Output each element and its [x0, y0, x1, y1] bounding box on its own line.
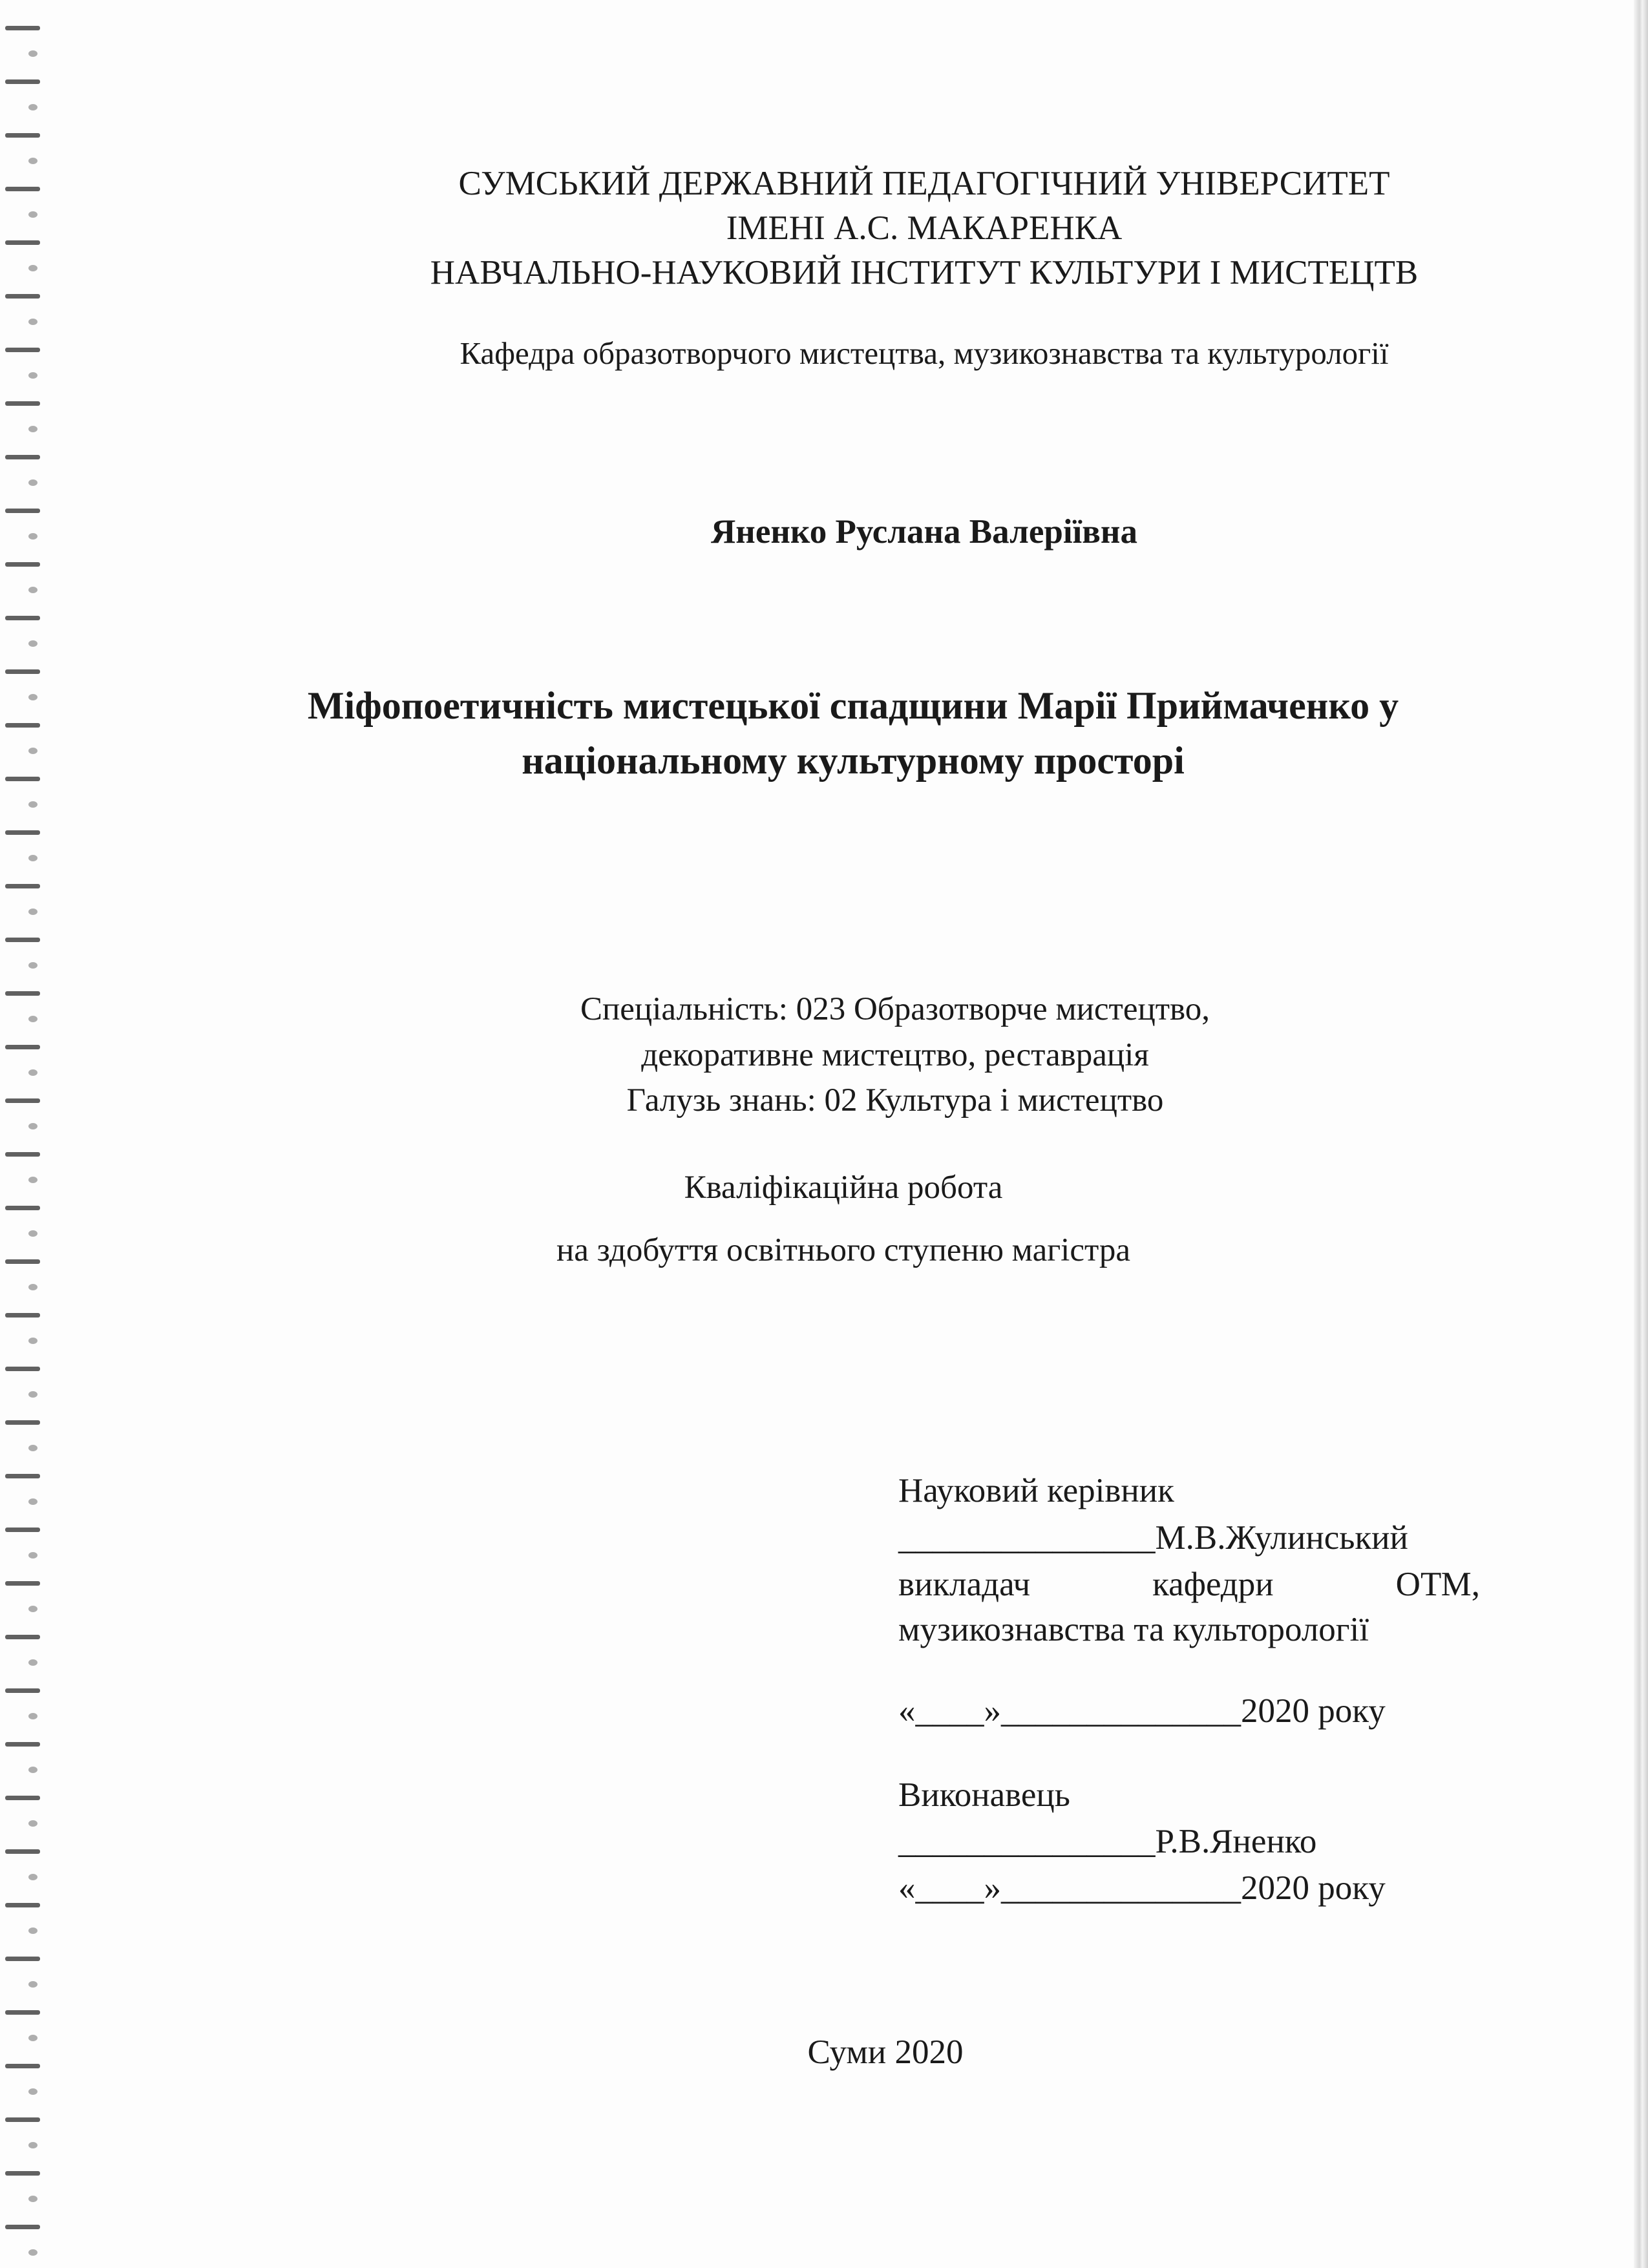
department-name: Кафедра образотворчого мистецтва, музикознавства та культурології [460, 335, 1389, 371]
binding-hole [28, 908, 37, 915]
supervisor-label: Науковий керівник [898, 1472, 1174, 1509]
binding-ring [5, 2171, 40, 2176]
executor-signature-line: _______________Р.В.Яненко [898, 1823, 1317, 1860]
binding-hole [28, 479, 37, 486]
thesis-title-line2: національному культурному просторі [522, 739, 1185, 782]
binding-ring [5, 2225, 40, 2229]
binding-ring [5, 1635, 40, 1639]
binding-hole [28, 1338, 37, 1344]
position-word-department: кафедри [1152, 1566, 1274, 1603]
binding-ring [5, 1957, 40, 1961]
binding-hole [28, 2088, 37, 2095]
binding-hole [28, 587, 37, 593]
executor-label: Виконавець [898, 1776, 1070, 1814]
binding-hole [28, 1498, 37, 1505]
binding-hole [28, 104, 37, 110]
binding-hole [28, 1284, 37, 1290]
binding-ring [5, 938, 40, 942]
binding-hole [28, 372, 37, 379]
supervisor-date-line: «____»______________2020 року [898, 1692, 1386, 1730]
binding-hole [28, 2249, 37, 2256]
binding-ring [5, 562, 40, 567]
binding-hole [28, 1606, 37, 1612]
binding-hole [28, 1445, 37, 1451]
institute-name: НАВЧАЛЬНО-НАУКОВИЙ ІНСТИТУТ КУЛЬТУРИ І МИСТЕЦТВ [430, 254, 1419, 291]
binding-hole [28, 1820, 37, 1827]
binding-hole [28, 1713, 37, 1719]
city-year: Суми 2020 [807, 2033, 964, 2071]
binding-ring [5, 669, 40, 674]
binding-ring [5, 2010, 40, 2015]
binding-hole [28, 1874, 37, 1880]
binding-ring [5, 79, 40, 84]
executor-date-line: «____»______________2020 року [898, 1869, 1386, 1907]
binding-ring [5, 1313, 40, 1318]
binding-ring [5, 1742, 40, 1747]
binding-hole [28, 2196, 37, 2202]
specialty-line1: Спеціальність: 023 Образотворче мистецтво, [580, 991, 1210, 1027]
binding-ring [5, 1420, 40, 1425]
binding-ring [5, 294, 40, 299]
binding-ring [5, 401, 40, 406]
university-name-line1: СУМСЬКИЙ ДЕРЖАВНИЙ ПЕДАГОГІЧНИЙ УНІВЕРСИТЕТ [458, 165, 1390, 202]
binding-ring [5, 884, 40, 888]
binding-hole [28, 640, 37, 647]
binding-ring [5, 830, 40, 835]
binding-hole [28, 1981, 37, 1988]
work-type: Кваліфікаційна робота [684, 1170, 1003, 1206]
binding-hole [28, 158, 37, 164]
binding-ring [5, 1903, 40, 1907]
binding-ring [5, 1528, 40, 1532]
binding-ring [5, 26, 40, 30]
binding-ring [5, 133, 40, 138]
binding-ring [5, 1206, 40, 1210]
university-name-line2: ІМЕНІ А.С. МАКАРЕНКА [726, 209, 1123, 247]
binding-ring [5, 1581, 40, 1586]
supervisor-position-line1 [898, 1565, 1480, 1604]
binding-ring [5, 1474, 40, 1478]
binding-hole [28, 1391, 37, 1398]
binding-hole [28, 801, 37, 808]
binding-hole [28, 855, 37, 861]
binding-hole [28, 50, 37, 57]
binding-hole [28, 1767, 37, 1773]
binding-ring [5, 616, 40, 620]
degree-purpose: на здобуття освітнього ступеню магістра [556, 1232, 1131, 1268]
binding-hole [28, 319, 37, 325]
position-word-otm: ОТМ, [1395, 1566, 1480, 1603]
thesis-title-line1: Міфопоетичність мистецької спадщини Марії Приймаченко у [307, 684, 1399, 727]
position-word-lecturer: викладач [898, 1566, 1031, 1603]
field-of-knowledge: Галузь знань: 02 Культура і мистецтво [626, 1082, 1164, 1118]
binding-ring [5, 455, 40, 459]
binding-ring [5, 1796, 40, 1800]
binding-ring [5, 1367, 40, 1371]
binding-ring [5, 509, 40, 513]
supervisor-position-line2: музикознавства та культорології [898, 1611, 1369, 1648]
author-name: Яненко Руслана Валеріївна [711, 513, 1137, 551]
binding-hole [28, 426, 37, 432]
binding-hole [28, 1659, 37, 1666]
binding-ring [5, 1152, 40, 1157]
binding-hole [28, 1123, 37, 1129]
binding-hole [28, 1552, 37, 1559]
binding-ring [5, 2117, 40, 2122]
supervisor-signature-line: _______________М.В.Жулинський [898, 1519, 1408, 1557]
specialty-line2: декоративне мистецтво, реставрація [641, 1037, 1149, 1073]
binding-hole [28, 1927, 37, 1934]
binding-ring [5, 1688, 40, 1693]
binding-hole [28, 2142, 37, 2148]
binding-ring [5, 1849, 40, 1854]
binding-hole [28, 962, 37, 969]
